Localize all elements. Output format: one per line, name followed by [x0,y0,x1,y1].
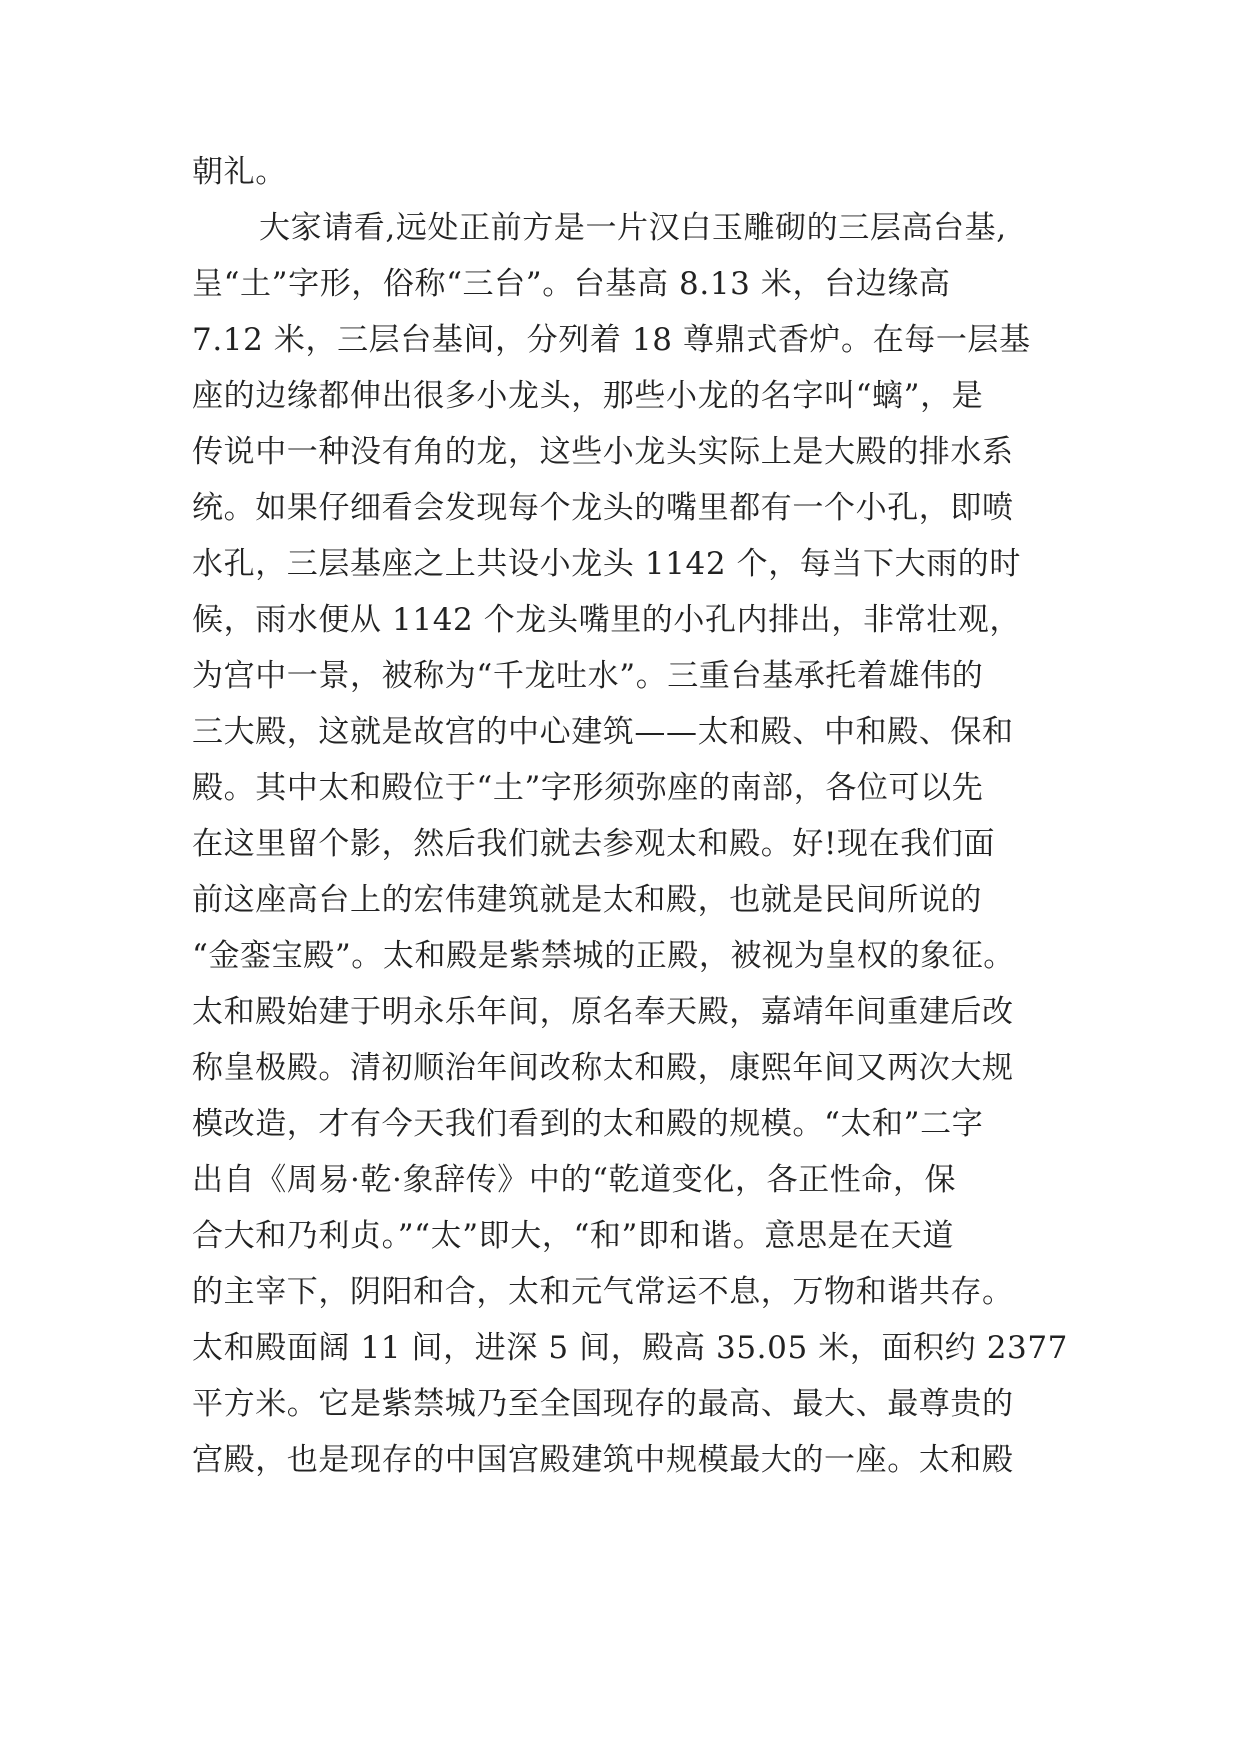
text-line: 在这里留个影，然后我们就去参观太和殿。好!现在我们面 [192,826,996,862]
text-line: 太和殿面阔 11 间，进深 5 间，殿高 35.05 米，面积约 2377 [192,1330,1068,1366]
text-line: 称皇极殿。清初顺治年间改称太和殿，康熙年间又两次大规 [192,1050,1014,1086]
text-line: 三大殿，这就是故宫的中心建筑——太和殿、中和殿、保和 [192,714,1014,750]
text-line: 模改造，才有今天我们看到的太和殿的规模。“太和”二字 [192,1106,984,1142]
text-line: 统。如果仔细看会发现每个龙头的嘴里都有一个小孔，即喷 [192,490,1014,526]
text-line: 殿。其中太和殿位于“土”字形须弥座的南部，各位可以先 [192,770,984,806]
text-line: 传说中一种没有角的龙，这些小龙头实际上是大殿的排水系 [192,434,1014,470]
text-line: 出自《周易·乾·象辞传》中的“乾道变化，各正性命，保 [192,1162,957,1198]
text-line: 呈“土”字形，俗称“三台”。台基高 8.13 米，台边缘高 [192,266,951,302]
text-line: 的主宰下，阴阳和合，太和元气常运不息，万物和谐共存。 [192,1274,1014,1310]
text-line: 7.12 米，三层台基间，分列着 18 尊鼎式香炉。在每一层基 [192,322,1031,358]
text-line: 合大和乃利贞。”“太”即大，“和”即和谐。意思是在天道 [192,1218,954,1254]
text-line: 平方米。它是紫禁城乃至全国现存的最高、最大、最尊贵的 [192,1386,1014,1422]
text-line: 朝礼。 [192,154,287,190]
text-line: 为宫中一景，被称为“千龙吐水”。三重台基承托着雄伟的 [192,658,984,694]
text-line: 水孔，三层基座之上共设小龙头 1142 个，每当下大雨的时 [192,546,1021,582]
text-line: “金銮宝殿”。太和殿是紫禁城的正殿，被视为皇权的象征。 [192,938,1015,974]
text-line: 前这座高台上的宏伟建筑就是太和殿，也就是民间所说的 [192,882,982,918]
text-line: 宫殿，也是现存的中国宫殿建筑中规模最大的一座。太和殿 [192,1442,1014,1478]
text-line: 大家请看,远处正前方是一片汉白玉雕砌的三层高台基, [259,210,1007,246]
text-line: 座的边缘都伸出很多小龙头，那些小龙的名字叫“螭”，是 [192,378,984,414]
text-line: 太和殿始建于明永乐年间，原名奉天殿，嘉靖年间重建后改 [192,994,1014,1030]
text-line: 候，雨水便从 1142 个龙头嘴里的小孔内排出，非常壮观， [192,602,1021,638]
